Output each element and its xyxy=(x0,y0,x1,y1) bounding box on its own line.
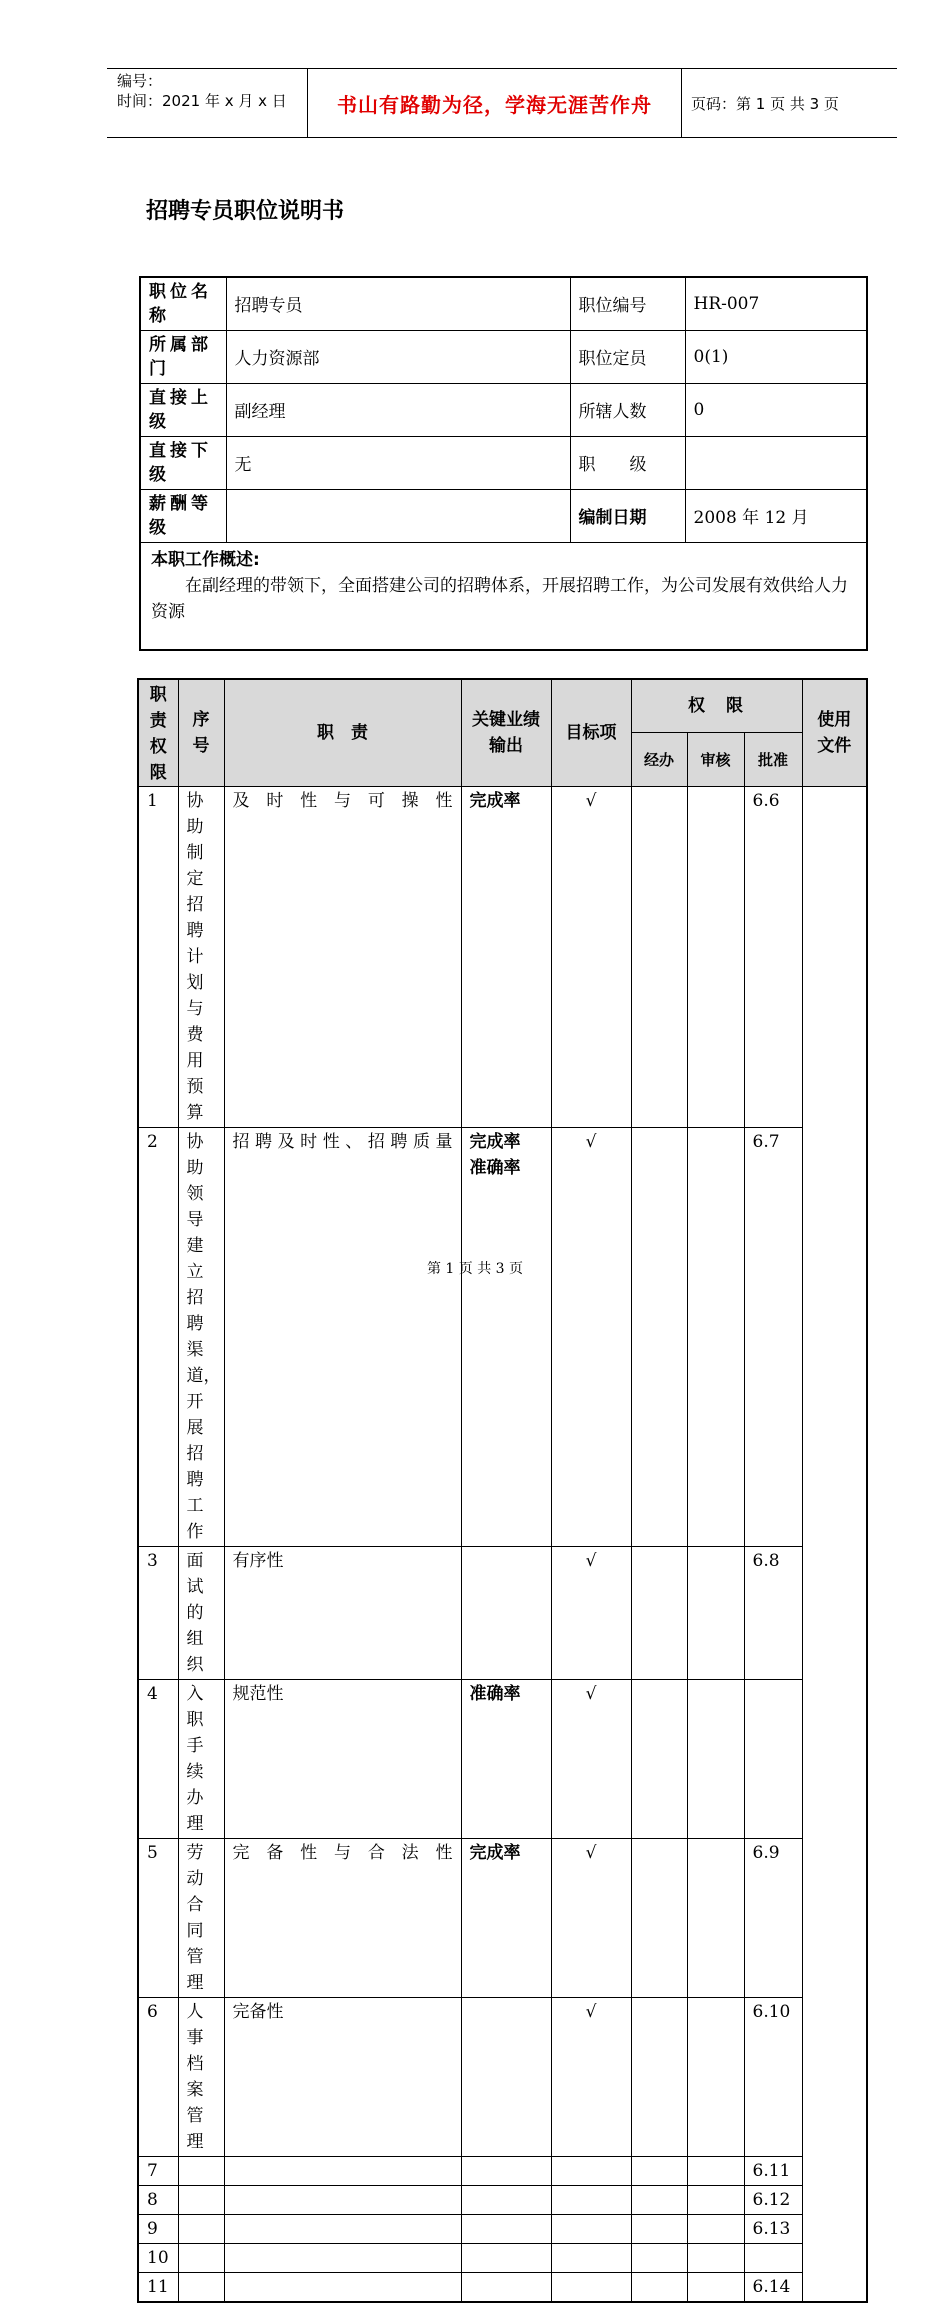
cell-duty: 协助领导建立招聘渠道，开展招聘工作 xyxy=(178,1128,224,1547)
salary-value xyxy=(226,489,570,542)
cell-kpi xyxy=(224,2215,461,2244)
cell-no: 3 xyxy=(138,1547,178,1680)
department-value: 人力资源部 xyxy=(226,330,570,383)
cell-duty xyxy=(178,2186,224,2215)
cell-target xyxy=(461,2273,551,2303)
header-auth-approve: 批准 xyxy=(744,733,802,787)
cell-no: 9 xyxy=(138,2215,178,2244)
cell-kpi xyxy=(224,2157,461,2186)
header-no xyxy=(178,679,224,787)
header-auth-handle: 经办 xyxy=(631,733,687,787)
duty-table-body xyxy=(138,787,867,2303)
salary-label: 薪酬等级 xyxy=(140,489,226,542)
info-row xyxy=(140,330,867,383)
position-code-value: HR-007 xyxy=(685,277,867,330)
date-value: 2008 年 12 月 xyxy=(685,489,867,542)
header-docs xyxy=(802,679,867,787)
cell-no: 11 xyxy=(138,2273,178,2303)
cell-handle: √ xyxy=(551,1128,631,1547)
info-row xyxy=(140,277,867,330)
cell-kpi: 有序性 xyxy=(224,1547,461,1680)
cell-handle: √ xyxy=(551,1998,631,2157)
cell-review xyxy=(631,2157,687,2186)
cell-review xyxy=(631,787,687,1128)
cell-review xyxy=(631,2244,687,2273)
cell-approve xyxy=(687,2186,744,2215)
duty-side-label xyxy=(138,679,178,787)
table-row xyxy=(138,2215,867,2244)
table-row xyxy=(138,2273,867,2303)
table-row xyxy=(138,787,867,1128)
cell-approve xyxy=(687,2157,744,2186)
cell-review xyxy=(631,2273,687,2303)
cell-review xyxy=(631,2186,687,2215)
cell-target: 完成率 xyxy=(461,787,551,1128)
cell-handle xyxy=(551,2215,631,2244)
department-label: 所属部门 xyxy=(140,330,226,383)
table-row xyxy=(138,1547,867,1680)
cell-doc: 6.12 xyxy=(744,2186,802,2215)
cell-handle: √ xyxy=(551,1547,631,1680)
table-row xyxy=(138,2244,867,2273)
summary-text: 在副经理的带领下，全面搭建公司的招聘体系，开展招聘工作，为公司发展有效供给人力资源 xyxy=(151,575,848,622)
cell-no: 8 xyxy=(138,2186,178,2215)
cell-target xyxy=(461,2186,551,2215)
cell-duty: 协助制定招聘计划与费用预算 xyxy=(178,787,224,1128)
cell-target: 准确率 xyxy=(461,1680,551,1839)
header-auth-review: 审核 xyxy=(687,733,744,787)
info-row xyxy=(140,436,867,489)
cell-handle xyxy=(551,2244,631,2273)
cell-review xyxy=(631,1128,687,1547)
cell-target: 完成率 准确率 xyxy=(461,1128,551,1547)
table-row xyxy=(138,1839,867,1998)
direct-sub-value: 无 xyxy=(226,436,570,489)
cell-handle xyxy=(551,2157,631,2186)
cell-no: 2 xyxy=(138,1128,178,1547)
position-code-label: 职位编号 xyxy=(570,277,685,330)
header-motto: 书山有路勤为径，学海无涯苦作舟 xyxy=(308,69,682,137)
cell-doc: 6.8 xyxy=(744,1547,802,1680)
cell-no: 7 xyxy=(138,2157,178,2186)
header-target: 目标项 xyxy=(551,679,631,787)
cell-doc: 6.14 xyxy=(744,2273,802,2303)
cell-duty: 面试的组织 xyxy=(178,1547,224,1680)
headcount-label: 职位定员 xyxy=(570,330,685,383)
cell-doc: 6.6 xyxy=(744,787,802,1128)
cell-kpi xyxy=(224,2273,461,2303)
cell-target xyxy=(461,1547,551,1680)
duty-table xyxy=(137,678,868,2303)
cell-no: 4 xyxy=(138,1680,178,1839)
cell-doc: 6.10 xyxy=(744,1998,802,2157)
cell-approve xyxy=(687,2244,744,2273)
document-title: 招聘专员职位说明书 xyxy=(146,199,345,224)
cell-handle: √ xyxy=(551,787,631,1128)
cell-review xyxy=(631,1998,687,2157)
cell-duty xyxy=(178,2215,224,2244)
summary-label: 本职工作概述: xyxy=(151,549,260,570)
table-row xyxy=(138,1128,867,1547)
header-authority: 权 限 xyxy=(631,679,802,733)
cell-doc: 6.11 xyxy=(744,2157,802,2186)
subordinates-label: 所辖人数 xyxy=(570,383,685,436)
page-footer: 第 1 页 共 3 页 xyxy=(426,1261,524,1277)
superior-value: 副经理 xyxy=(226,383,570,436)
cell-duty xyxy=(178,2273,224,2303)
cell-approve xyxy=(687,2215,744,2244)
cell-review xyxy=(631,1547,687,1680)
header-number: 编号： xyxy=(117,72,163,90)
duty-side-text: 职责权限 xyxy=(149,685,167,783)
header-no-text: 序号 xyxy=(192,710,210,756)
cell-handle: √ xyxy=(551,1839,631,1998)
cell-doc: 6.7 xyxy=(744,1128,802,1547)
cell-kpi xyxy=(224,2244,461,2273)
headcount-value: 0(1) xyxy=(685,330,867,383)
grade-value xyxy=(685,436,867,489)
cell-target xyxy=(461,2244,551,2273)
cell-review xyxy=(631,2215,687,2244)
position-name-label: 职位名称 xyxy=(140,277,226,330)
cell-review xyxy=(631,1680,687,1839)
cell-approve xyxy=(687,787,744,1128)
cell-approve xyxy=(687,1128,744,1547)
cell-kpi: 及时性与可操性 xyxy=(224,787,461,1128)
cell-handle xyxy=(551,2273,631,2303)
cell-no: 10 xyxy=(138,2244,178,2273)
cell-duty xyxy=(178,2157,224,2186)
position-info-table xyxy=(139,276,868,651)
header-time: 时间：2021 年 x 月 x 日 xyxy=(117,92,287,110)
cell-target: 完成率 xyxy=(461,1839,551,1998)
cell-doc: 6.9 xyxy=(744,1839,802,1998)
header-docs-text: 使用文件 xyxy=(817,710,852,756)
cell-approve xyxy=(687,1839,744,1998)
header-kpi xyxy=(461,679,551,787)
date-label: 编制日期 xyxy=(570,489,685,542)
cell-duty xyxy=(178,2244,224,2273)
table-row xyxy=(138,1998,867,2157)
table-row xyxy=(138,1680,867,1839)
cell-target xyxy=(461,2157,551,2186)
table-row xyxy=(138,2157,867,2186)
info-row xyxy=(140,383,867,436)
cell-doc xyxy=(744,1680,802,1839)
cell-no: 1 xyxy=(138,787,178,1128)
cell-review xyxy=(631,1839,687,1998)
info-row xyxy=(140,489,867,542)
cell-doc: 6.13 xyxy=(744,2215,802,2244)
cell-handle: √ xyxy=(551,1680,631,1839)
cell-kpi: 招聘及时性、招聘质量 xyxy=(224,1128,461,1547)
cell-no: 5 xyxy=(138,1839,178,1998)
header-kpi-text: 关键业绩输出 xyxy=(472,710,540,756)
cell-approve xyxy=(687,2273,744,2303)
cell-doc xyxy=(744,2244,802,2273)
cell-target xyxy=(461,1998,551,2157)
cell-kpi: 完备性 xyxy=(224,1998,461,2157)
cell-no: 6 xyxy=(138,1998,178,2157)
summary-row xyxy=(140,542,867,650)
subordinates-value: 0 xyxy=(685,383,867,436)
page-header xyxy=(107,68,897,138)
cell-duty: 劳动合同管理 xyxy=(178,1839,224,1998)
header-page-info: 页码：第 1 页 共 3 页 xyxy=(691,94,839,113)
summary-cell xyxy=(140,542,867,650)
table-row xyxy=(138,2186,867,2215)
cell-kpi: 规范性 xyxy=(224,1680,461,1839)
cell-handle xyxy=(551,2186,631,2215)
duty-header-row xyxy=(138,679,867,733)
grade-label: 职 级 xyxy=(570,436,685,489)
direct-sub-label: 直接下级 xyxy=(140,436,226,489)
cell-approve xyxy=(687,1680,744,1839)
cell-kpi: 完备性与合法性 xyxy=(224,1839,461,1998)
header-meta xyxy=(107,69,308,137)
position-name-value: 招聘专员 xyxy=(226,277,570,330)
cell-approve xyxy=(687,1547,744,1680)
cell-duty: 人事档案管理 xyxy=(178,1998,224,2157)
cell-target xyxy=(461,2215,551,2244)
cell-approve xyxy=(687,1998,744,2157)
cell-duty: 入职手续办理 xyxy=(178,1680,224,1839)
cell-kpi xyxy=(224,2186,461,2215)
superior-label: 直接上级 xyxy=(140,383,226,436)
header-duty: 职 责 xyxy=(224,679,461,787)
